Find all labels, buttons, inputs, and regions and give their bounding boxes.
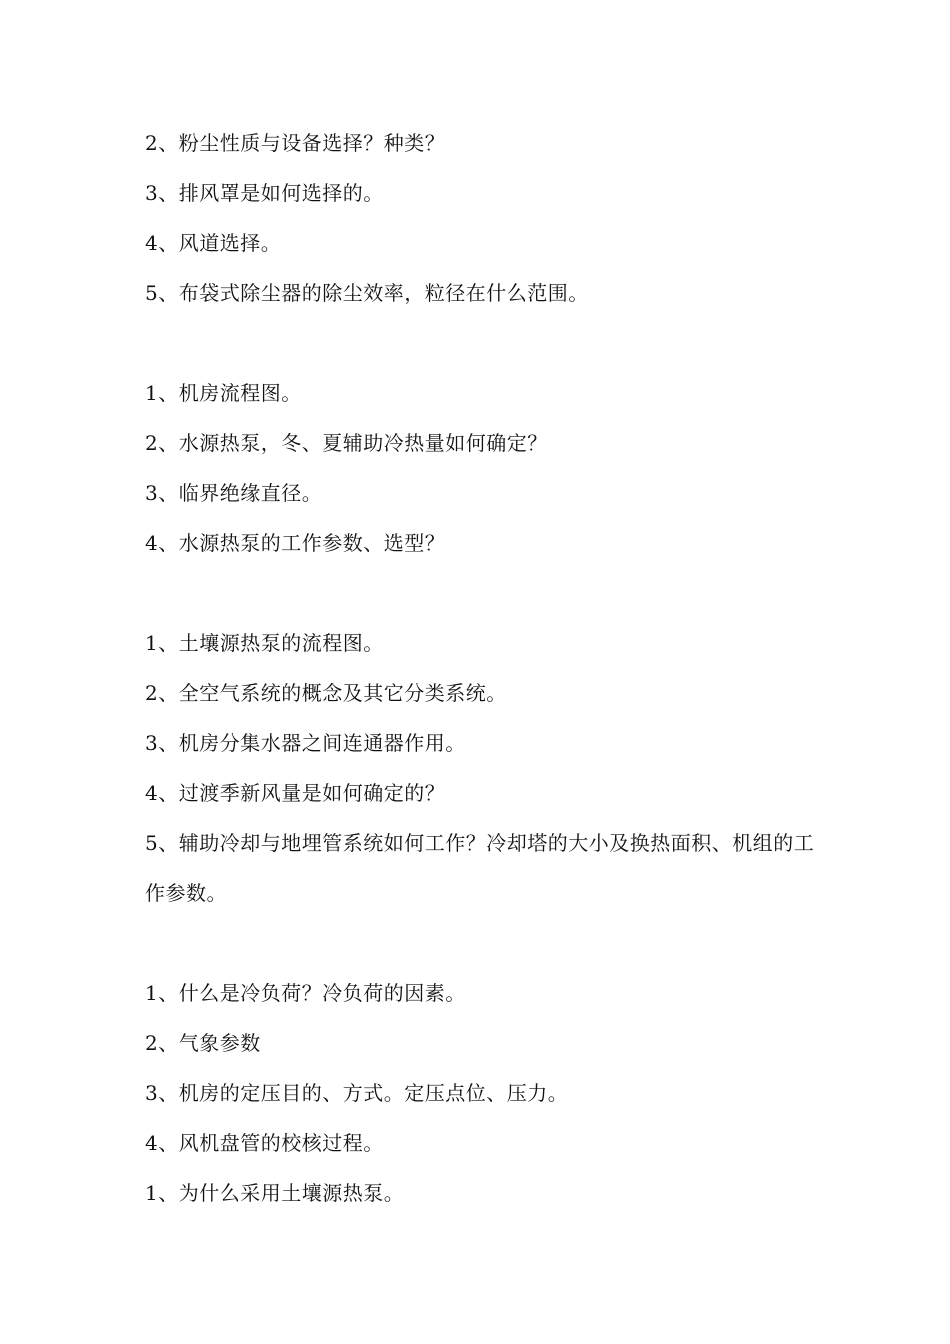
question-item: 3、临界绝缘直径。 [145,481,323,505]
question-list [145,118,815,1218]
question-item: 3、机房分集水器之间连通器作用。 [145,731,466,755]
question-item: 4、风道选择。 [145,231,282,255]
question-item: 3、机房的定压目的、方式。定压点位、压力。 [145,1081,569,1105]
question-item: 1、为什么采用土壤源热泵。 [145,1181,405,1205]
question-item: 4、过渡季新风量是如何确定的？ [145,781,446,805]
question-item: 2、水源热泵，冬、夏辅助冷热量如何确定？ [145,431,548,455]
question-item: 2、全空气系统的概念及其它分类系统。 [145,681,507,705]
group-spacer [145,918,815,968]
question-item: 4、风机盘管的校核过程。 [145,1131,384,1155]
question-item: 2、气象参数 [145,1031,261,1055]
question-item: 1、土壤源热泵的流程图。 [145,631,384,655]
question-item: 5、布袋式除尘器的除尘效率，粒径在什么范围。 [145,281,589,305]
question-item: 1、什么是冷负荷？冷负荷的因素。 [145,981,466,1005]
group-spacer [145,568,815,618]
question-item: 4、水源热泵的工作参数、选型？ [145,531,446,555]
question-item: 3、排风罩是如何选择的。 [145,181,384,205]
question-item: 5、辅助冷却与地埋管系统如何工作？冷却塔的大小及换热面积、机组的工作参数。 [145,831,815,905]
question-item: 2、粉尘性质与设备选择？种类？ [145,131,446,155]
group-spacer [145,318,815,368]
question-item: 1、机房流程图。 [145,381,302,405]
